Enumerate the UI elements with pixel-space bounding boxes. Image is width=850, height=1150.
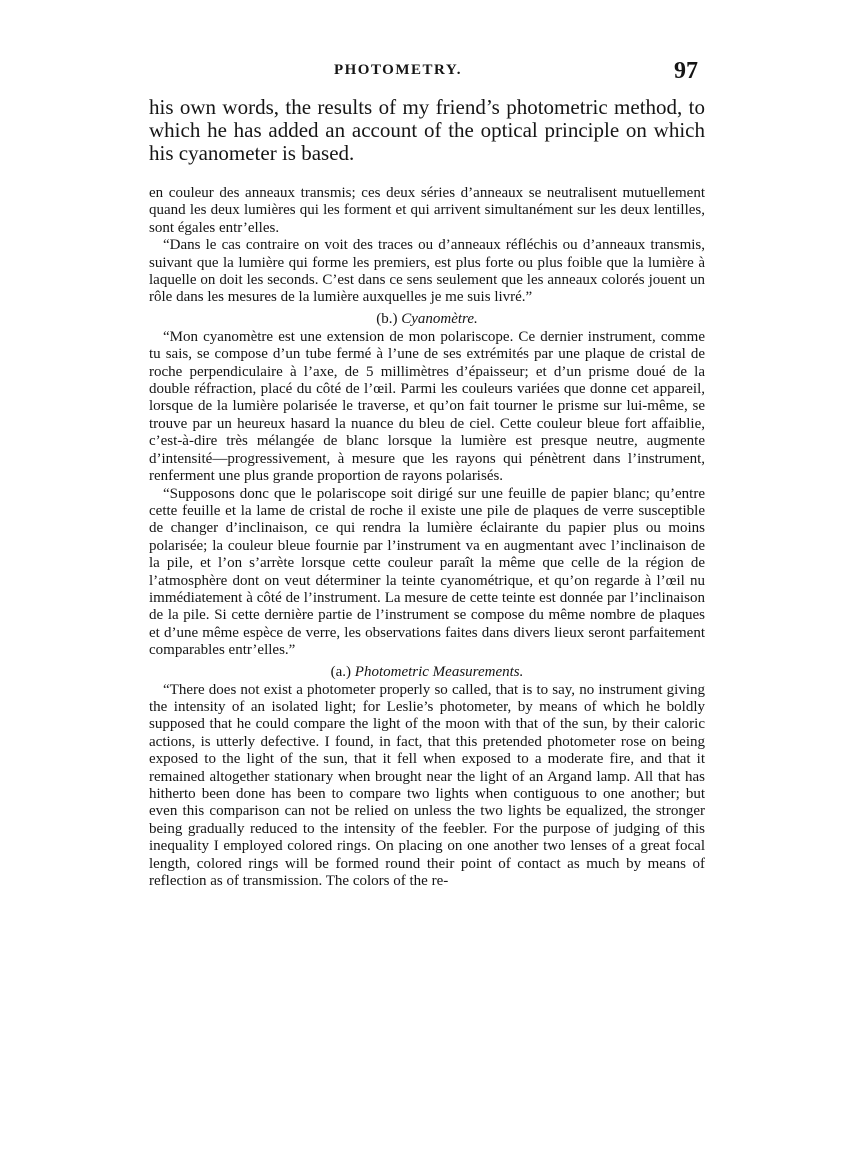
section-heading-cyanometre <box>149 310 705 328</box>
running-header <box>148 58 708 84</box>
paragraph: “There does not exist a photometer properly so called, that is to say, no instrument giving the intensity of an isolated light; for Leslie’s photometer, by means of which he boldly supposed that he could compare the light of the moon with that of the sun, by their caloric actions, is utterly defective. I found, in fact, that this pretended photometer rose on being exposed to the light of the sun, that it fell when exposed to a moderate fire, and that it remained altogether stationary when brought near the light of an Argand lamp. All that has hitherto been done has been to compare two lights when contiguous to one another; but even this comparison can not be relied on unless the two lights be equalized, the stronger being gradually reduced to the intensity of the feebler. For the purpose of judging of this inequality I employed colored rings. On placing on one another two lenses of a great focal length, colored rings will be formed round their point of contact as much by means of reflection as of transmission. The colors of the re- <box>149 681 705 890</box>
section-title: Photometric Measurements. <box>354 663 524 680</box>
intro-paragraph: his own words, the results of my friend’s photometric method, to which he has added an account of the optical principle on which his cyanometer is based. <box>149 95 705 165</box>
body-text <box>149 96 705 890</box>
paragraph: “Supposons donc que le polariscope soit dirigé sur une feuille de papier blanc; qu’entre cette feuille et la lame de cristal de roche il existe une pile de plaques de verre susceptible de changer d’inclinaison, ce qui rendra la lumière éclairante du papier plus ou moins polarisée; la couleur bleue fournie par l’instrument va en augmentant avec l’inclinaison de la pile, et l’on s’arrète lorsque cette couleur paraît la même que celle de la région de l’atmosphère dont on veut déterminer la teinte cyanométrique, et qu’on regarde à l’œil nu immédiatement à côté de l’instrument. La mesure de cette teinte est donnée par l’inclinaison de la pile. Si cette dernière partie de l’instrument se compose du même nombre de plaques et d’une même espèce de verre, les observations faites dans divers lieux seront parfaitement comparables entr’elles.” <box>149 485 705 659</box>
spacer <box>149 165 705 185</box>
section-label: (a.) <box>330 663 352 680</box>
section-label: (b.) <box>376 310 398 327</box>
running-title: PHOTOMETRY. <box>333 62 463 78</box>
paragraph: “Dans le cas contraire on voit des traces ou d’anneaux réfléchis ou d’anneaux transmis, suivant que la lumière qui forme les premiers, est plus forte ou plus foible que la lumière à laquelle on doit les seconds. C’est dans ce sens seulement que les anneaux colorés jouent un rôle dans les mesures de la lumière auxquelles je me suis livré.” <box>149 237 705 306</box>
section-title: Cyanomètre. <box>401 310 478 327</box>
section-heading-photometric-measurements <box>149 663 705 681</box>
paragraph: en couleur des anneaux transmis; ces deux séries d’anneaux se neutralisent mutuellement quand les deux lumières qui les forment et qui arrivent simultanément sur les deux lentilles, sont égales entr’elles. <box>149 185 705 236</box>
page-number: 97 <box>674 58 698 84</box>
paragraph: “Mon cyanomètre est une extension de mon polariscope. Ce dernier instrument, comme tu sais, se compose d’un tube fermé à l’une de ses extrémités par une plaque de cristal de roche perpendiculaire à l’axe, de 5 millimètres d’épaisseur; et d’un prisme doué de la double réfraction, placé du côté de l’œil. Parmi les couleurs variées que donne cet appareil, lorsque de la lumière polarisée le traverse, et qu’on fait tourner le prisme sur lui-même, se trouve par un heureux hasard la nuance du bleu de ciel. Cette couleur bleue fort affaiblie, c’est-à-dire très mélangée de blanc lorsque la lumière est presque neutre, augmente d’intensité—progressivement, à mesure que les rayons qui pénètrent dans l’instrument, renferment une plus grande proportion de rayons polarisés. <box>149 328 705 485</box>
